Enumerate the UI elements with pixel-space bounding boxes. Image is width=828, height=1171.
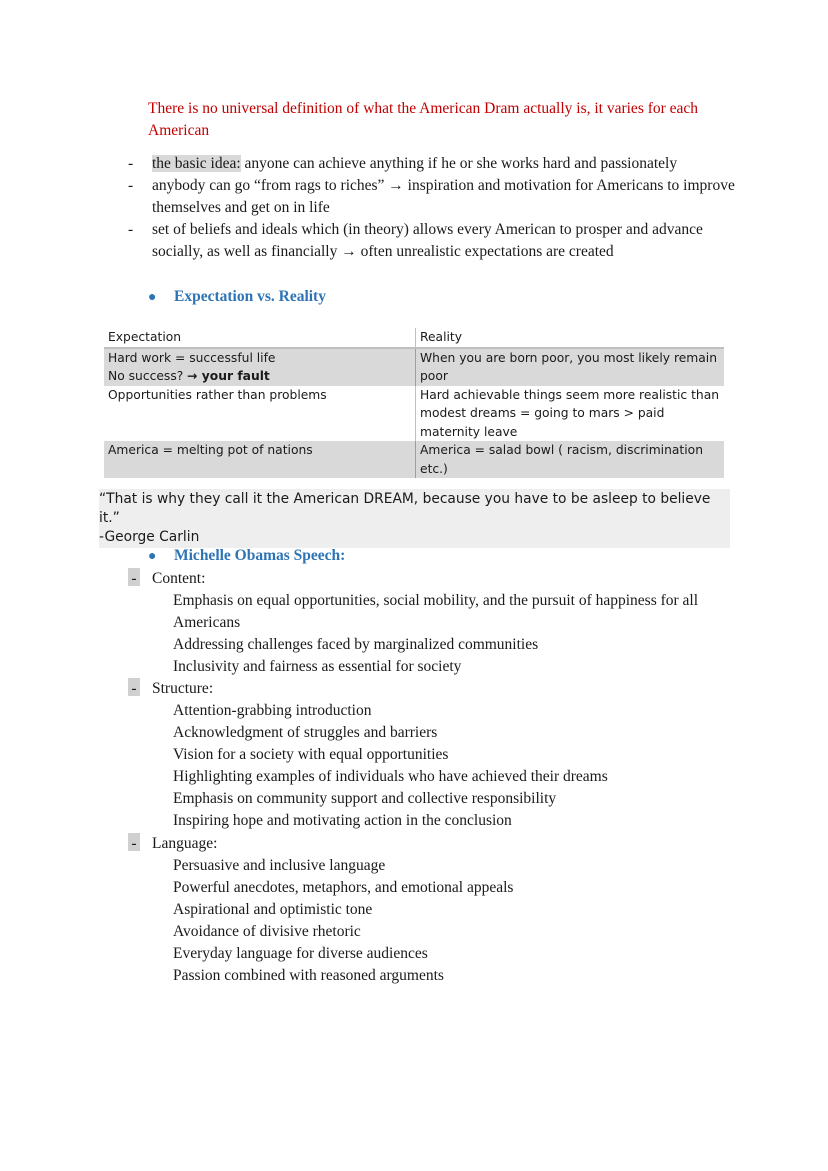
list-item: Vision for a society with equal opportunities — [173, 746, 449, 763]
list-item: Passion combined with reasoned arguments — [173, 967, 444, 984]
list-item — [128, 219, 748, 263]
list-item: Attention-grabbing introduction — [173, 702, 372, 719]
list-item: Inspiring hope and motivating action in the conclusion — [173, 812, 512, 829]
table-cell: When you are born poor, you most likely remain poor — [416, 348, 725, 386]
table-cell: Hard achievable things seem more realistic than modest dreams = going to mars > paid maternity leave — [416, 386, 725, 442]
bullet-icon: ● — [148, 549, 157, 564]
dash-marker: - — [128, 678, 148, 700]
header-reality: Reality — [416, 328, 725, 348]
quote-text: “That is why they call it the American DREAM, because you have to be asleep to believe it.” — [99, 491, 711, 526]
dash-marker: - — [128, 833, 148, 855]
intro-text: There is no universal definition of what the American Dram actually is, it varies for each American — [148, 100, 699, 139]
group-label-language: Language: — [152, 835, 218, 852]
table-cell: Opportunities rather than problems — [108, 387, 327, 402]
list-item: Aspirational and optimistic tone — [173, 901, 373, 918]
dash-marker: - — [128, 177, 134, 194]
list-item: Acknowledgment of struggles and barriers — [173, 724, 438, 741]
dash-marker: - — [128, 221, 134, 238]
list-item: Emphasis on equal opportunities, social mobility, and the pursuit of happiness for all Americans — [173, 592, 699, 631]
list-item: Highlighting examples of individuals who have achieved their dreams — [173, 768, 608, 785]
cell-text: No success? — [108, 369, 188, 383]
section-heading-speech — [148, 545, 345, 568]
highlight-label: the basic idea: — [152, 155, 241, 172]
section-heading-expectation — [148, 286, 326, 309]
content-items — [173, 590, 733, 678]
quote-author: -George Carlin — [99, 529, 200, 545]
table-header-row — [104, 328, 724, 348]
section-title: Michelle Obamas Speech: — [174, 547, 346, 564]
table-row — [104, 386, 724, 442]
quote-block — [99, 489, 730, 548]
expectation-reality-table — [104, 328, 724, 478]
list-item-text: anybody can go “from rags to riches” → inspiration and motivation for Americans to improve themselves and get on in life — [152, 177, 735, 216]
list-item: Avoidance of divisive rhetoric — [173, 923, 361, 940]
table-row — [104, 441, 724, 478]
list-item — [128, 175, 748, 219]
idea-list — [128, 153, 748, 263]
table-row — [104, 348, 724, 386]
structure-items — [173, 700, 733, 832]
dash-marker: - — [128, 155, 134, 172]
list-item-text: anyone can achieve anything if he or she works hard and passionately — [240, 155, 678, 172]
group-label-content: Content: — [152, 570, 206, 587]
cell-line: Hard work = successful life — [108, 350, 276, 365]
list-item: Emphasis on community support and collective responsibility — [173, 790, 557, 807]
cell-text-bold: → your fault — [187, 369, 270, 383]
bullet-icon: ● — [148, 290, 157, 305]
cell-line — [108, 367, 411, 386]
dash-marker: - — [128, 568, 148, 590]
language-items — [173, 855, 733, 987]
group-label-structure: Structure: — [152, 680, 214, 697]
list-item: Inclusivity and fairness as essential for society — [173, 658, 462, 675]
table-cell — [104, 348, 416, 386]
list-item: Powerful anecdotes, metaphors, and emotional appeals — [173, 879, 514, 896]
list-item: Everyday language for diverse audiences — [173, 945, 428, 962]
table-cell: America = melting pot of nations — [104, 441, 416, 478]
list-item-text: set of beliefs and ideals which (in theory) allows every American to prosper and advance socially, as well as financially → often unrealistic expectations are created — [152, 221, 703, 260]
list-item: Persuasive and inclusive language — [173, 857, 386, 874]
section-title: Expectation vs. Reality — [174, 288, 326, 305]
header-expectation: Expectation — [104, 328, 416, 348]
list-item — [128, 153, 748, 175]
table-cell: America = salad bowl ( racism, discrimination etc.) — [416, 441, 725, 478]
list-item: Addressing challenges faced by marginalized communities — [173, 636, 539, 653]
